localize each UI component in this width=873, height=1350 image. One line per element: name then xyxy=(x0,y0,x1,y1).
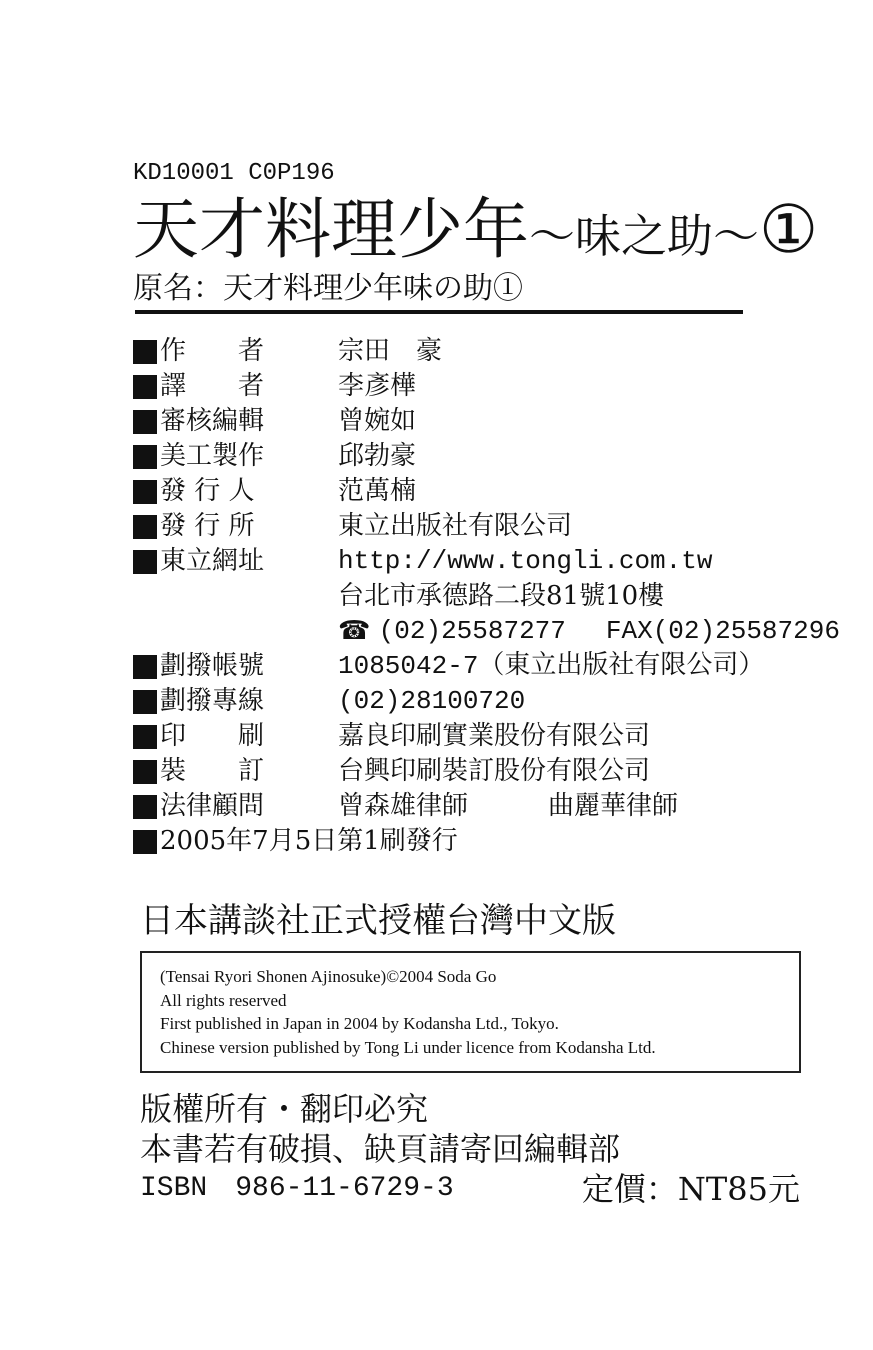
credit-value: 李彥樺 xyxy=(338,371,417,401)
credit-value: 1085042-7（東立出版社有限公司） xyxy=(338,651,765,681)
license-heading: 日本講談社正式授權台灣中文版 xyxy=(140,901,616,941)
credit-label: 美工製作 xyxy=(160,441,265,471)
catalog-code: KD10001 C0P196 xyxy=(133,160,335,187)
credit-label: 東立網址 xyxy=(160,546,265,576)
credit-row xyxy=(133,824,873,859)
damage-notice: 本書若有破損、缺頁請寄回編輯部 xyxy=(140,1130,621,1168)
credit-label: 譯 者 xyxy=(160,371,265,401)
original-title: 原名：天才料理少年味の助① xyxy=(133,271,523,306)
credit-head xyxy=(133,369,338,404)
title-volume: ① xyxy=(759,191,819,268)
credit-head xyxy=(133,439,338,474)
phone-number: (02)25587277 xyxy=(378,616,566,646)
credit-label: 裝 訂 xyxy=(160,756,265,786)
fax-number: FAX(02)25587296 xyxy=(605,616,840,646)
credit-label: 法律顧問 xyxy=(160,791,265,821)
credit-head xyxy=(133,544,338,579)
credit-row xyxy=(133,719,873,754)
credit-row xyxy=(133,369,873,404)
credit-head xyxy=(133,334,338,369)
credit-head xyxy=(133,754,338,789)
bullet-square-icon xyxy=(133,445,157,469)
copyright-line: First published in Japan in 2004 by Kodansha Ltd., Tokyo. xyxy=(160,1014,559,1033)
credit-head xyxy=(133,474,338,509)
credit-row xyxy=(133,684,873,719)
credit-label: 審核編輯 xyxy=(160,406,265,436)
credit-label: 發 行 人 xyxy=(160,476,255,506)
bullet-square-icon xyxy=(133,515,157,539)
credit-value[interactable]: http://www.tongli.com.tw xyxy=(338,546,713,576)
book-title xyxy=(133,190,873,270)
credit-value: 台興印刷裝訂股份有限公司 xyxy=(338,756,651,786)
credit-value: 曾森雄律師 xyxy=(338,791,469,821)
credit-value: 邱勃豪 xyxy=(338,441,417,471)
bullet-square-icon xyxy=(133,690,157,714)
credit-row xyxy=(133,649,873,684)
title-main: 天才料理少年 xyxy=(133,191,529,268)
credit-head xyxy=(133,789,338,824)
title-divider xyxy=(135,310,743,314)
credit-value: 范萬楠 xyxy=(338,476,417,506)
bullet-square-icon xyxy=(133,655,157,679)
credit-head xyxy=(133,684,338,719)
bullet-square-icon xyxy=(133,760,157,784)
credit-head xyxy=(133,824,458,859)
credit-head xyxy=(133,509,338,544)
credit-row xyxy=(133,474,873,509)
rights-notice: 版權所有・翻印必究 xyxy=(140,1090,429,1128)
credit-value: 曾婉如 xyxy=(338,406,417,436)
bullet-square-icon xyxy=(133,830,157,854)
credit-label: 劃撥帳號 xyxy=(160,651,265,681)
credit-row xyxy=(133,439,873,474)
credit-label: 印 刷 xyxy=(160,721,265,751)
credit-row xyxy=(133,334,873,369)
credit-row xyxy=(133,404,873,439)
credits-list xyxy=(133,334,873,859)
credit-value: (02)28100720 xyxy=(338,686,526,716)
bullet-square-icon xyxy=(133,410,157,434)
price: 定價：NT85元 xyxy=(581,1170,800,1208)
credit-label: 劃撥專線 xyxy=(160,686,265,716)
credit-row xyxy=(133,579,873,614)
credit-row xyxy=(133,754,873,789)
credit-extra: 曲麗華律師 xyxy=(548,791,679,821)
credit-label: 作 者 xyxy=(160,336,265,366)
credit-row xyxy=(133,614,873,649)
copyright-line: Chinese version published by Tong Li under licence from Kodansha Ltd. xyxy=(160,1037,656,1057)
credit-head xyxy=(133,719,338,754)
title-sub: ～味之助～ xyxy=(529,209,759,263)
credit-value: 東立出版社有限公司 xyxy=(338,511,573,541)
isbn: ISBN 986-11-6729-3 xyxy=(140,1173,454,1204)
copyright-box xyxy=(140,951,801,1073)
credit-head xyxy=(133,404,338,439)
bullet-square-icon xyxy=(133,375,157,399)
isbn-price-line xyxy=(140,1169,800,1209)
bullet-square-icon xyxy=(133,340,157,364)
credit-row xyxy=(133,509,873,544)
copyright-line: All rights reserved xyxy=(160,990,287,1010)
phone-icon: ☎ xyxy=(338,616,379,646)
credit-label: 發 行 所 xyxy=(160,511,255,541)
credit-value: 台北市承德路二段81號10樓 xyxy=(338,581,665,611)
credit-label: 2005年7月5日第1刷發行 xyxy=(160,826,458,856)
credit-head xyxy=(133,649,338,684)
bullet-square-icon xyxy=(133,795,157,819)
credit-value: 嘉良印刷實業股份有限公司 xyxy=(338,721,651,751)
bullet-square-icon xyxy=(133,550,157,574)
bullet-square-icon xyxy=(133,480,157,504)
credit-row xyxy=(133,544,873,579)
bullet-square-icon xyxy=(133,725,157,749)
copyright-line: (Tensai Ryori Shonen Ajinosuke)©2004 Soda Go xyxy=(160,967,497,986)
credit-row xyxy=(133,789,873,824)
credit-value: 宗田 豪 xyxy=(338,336,443,366)
